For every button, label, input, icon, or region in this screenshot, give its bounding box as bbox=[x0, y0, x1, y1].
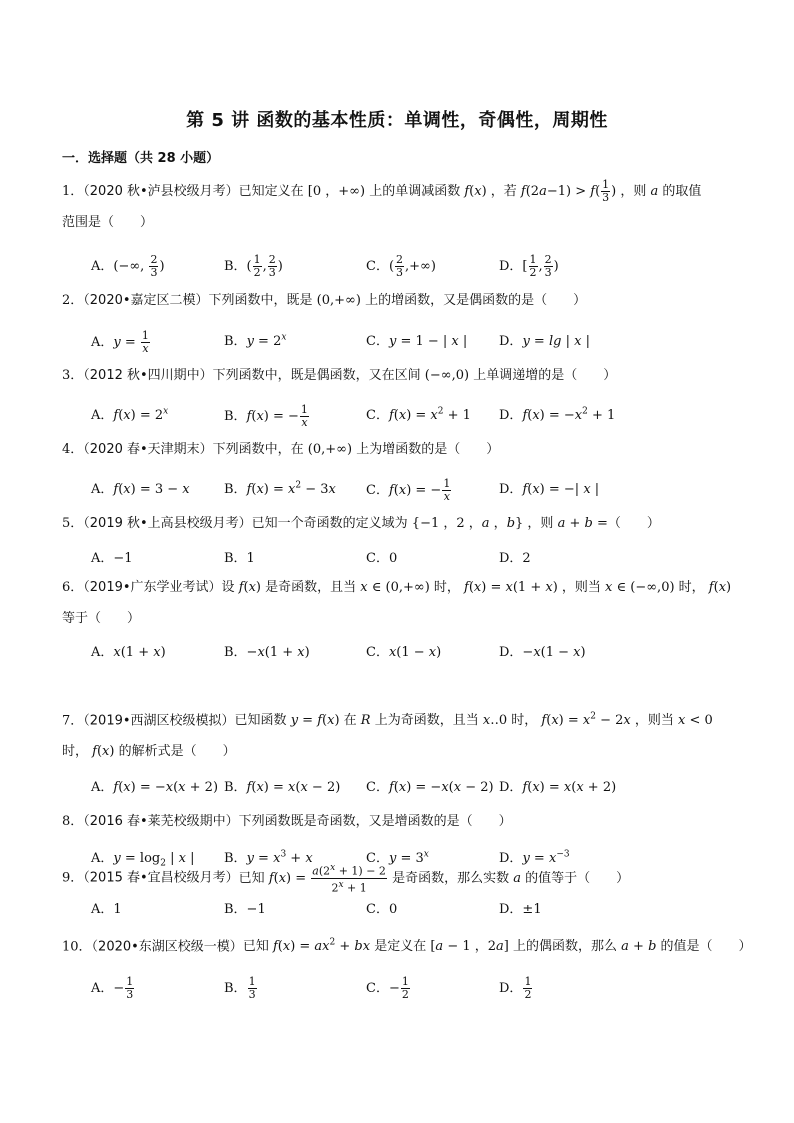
question-6 bbox=[62, 578, 732, 598]
question-source: （2020 秋•泸县校级月考） bbox=[83, 184, 239, 199]
question-source: （2020 春•天津期末） bbox=[83, 442, 213, 457]
option-a: A．$f(x) = 2^x$ bbox=[91, 406, 169, 423]
question-5 bbox=[62, 514, 732, 534]
option-b: B．$y = 2^x$ bbox=[224, 332, 287, 349]
question-text: 下列函数中，既是 (0,+∞) 上的增函数，又是偶函数的是（ ） bbox=[208, 293, 587, 308]
question-text: 已知定义在 [0 ，+∞) 上的单调减函数 f(x) ，若 f(2a−1) > f( $\frac{1}{3}$ ) ，则 a 的取值 bbox=[238, 178, 702, 204]
question-text: 下列函数中，既是偶函数，又在区间 (−∞,0) 上单调递增的是（ ） bbox=[212, 368, 617, 383]
question-number: 7． bbox=[62, 713, 84, 729]
option-a: A．y = $\frac{1}{x}$ bbox=[91, 329, 149, 355]
question-4 bbox=[62, 440, 732, 460]
question-9 bbox=[62, 862, 732, 894]
option-d: D．−x(1 − x) bbox=[499, 645, 586, 660]
question-source: （2019 秋•上高县校级月考） bbox=[83, 516, 252, 531]
question-source: （2019•西湖区校级模拟） bbox=[83, 713, 235, 729]
option-c: C．f(x) = − $\frac{1}{x}$ bbox=[366, 477, 451, 503]
option-b: B． $\frac{1}{3}$ bbox=[224, 975, 256, 1001]
option-a: A．1 bbox=[91, 902, 122, 917]
question-source: （2016 春•莱芜校级期中） bbox=[83, 814, 239, 829]
question-number: 6． bbox=[62, 580, 84, 595]
option-b: B．−1 bbox=[224, 902, 266, 917]
question-10 bbox=[62, 933, 752, 957]
option-c: C．x(1 − x) bbox=[366, 645, 442, 660]
option-a: A．$y = \log_2$ | x | bbox=[91, 851, 195, 869]
option-c: C．( $\frac{2}{3}$ ,+∞) bbox=[366, 253, 436, 279]
option-a: A．(−∞, $\frac{2}{3}$ ) bbox=[91, 253, 165, 279]
option-b: B．$y = x^3 + x$ bbox=[224, 849, 313, 866]
option-b: B．$f(x) = x^2 - 3x$ bbox=[224, 480, 336, 497]
question-text: 已知函数 y = f(x) 在 R 上为奇函数，且当 x‥0 时， $f(x) = x^2 - 2x$ ，则当 x < 0 bbox=[234, 712, 713, 729]
option-d: D．[ $\frac{1}{2}$ , $\frac{2}{3}$ ) bbox=[499, 253, 559, 279]
question-7-line-2: 时， f(x) 的解析式是（ ） bbox=[62, 744, 236, 759]
option-a: A．− $\frac{1}{3}$ bbox=[91, 975, 134, 1001]
question-number: 2． bbox=[62, 293, 84, 308]
question-number: 1． bbox=[62, 184, 84, 199]
option-a: A．f(x) = −x(x + 2) bbox=[91, 780, 219, 795]
question-text: 下列函数中，在 (0,+∞) 上为增函数的是（ ） bbox=[212, 442, 500, 457]
option-a: A．−1 bbox=[91, 551, 133, 566]
question-number: 8． bbox=[62, 814, 84, 829]
option-d: D． $\frac{1}{2}$ bbox=[499, 975, 532, 1001]
option-d: D．$y = x^{-3}$ bbox=[499, 849, 570, 866]
question-text: 已知一个奇函数的定义域为 {−1 ，2 ，a ，b} ，则 a + b =（ ） bbox=[251, 516, 660, 531]
question-number: 4． bbox=[62, 442, 84, 457]
question-number: 3． bbox=[62, 368, 84, 383]
question-number: 5． bbox=[62, 516, 84, 531]
option-b: B．f(x) = x(x − 2) bbox=[224, 780, 341, 795]
question-text: 已知 $f(x) = ax^2$ + bx 是定义在 [a − 1 ，2a] 上的偶函数，那么 a + b 的值是（ ） bbox=[242, 938, 752, 955]
question-3 bbox=[62, 366, 732, 386]
question-source: （2020•嘉定区二模） bbox=[83, 293, 209, 308]
option-d: D．f(x) = −| x | bbox=[499, 482, 600, 497]
question-7 bbox=[62, 707, 732, 731]
question-source: （2012 秋•四川期中） bbox=[83, 368, 213, 383]
option-b: B．f(x) = − $\frac{1}{x}$ bbox=[224, 403, 308, 429]
question-1 bbox=[62, 179, 732, 204]
question-text: 已知 f(x) = $\frac{a(2^x + 1) - 2}{2^x + 1}$ 是奇函数，那么实数 a 的值等于（ ） bbox=[238, 863, 630, 895]
question-8 bbox=[62, 812, 732, 832]
question-source: （2020•东湖区校级一模） bbox=[91, 939, 243, 955]
option-b: B．−x(1 + x) bbox=[224, 645, 310, 660]
option-c: C．− $\frac{1}{2}$ bbox=[366, 975, 409, 1001]
question-6-line-2: 等于（ ） bbox=[62, 611, 141, 626]
page-title: 第 5 讲 函数的基本性质：单调性，奇偶性，周期性 bbox=[186, 110, 608, 131]
option-c: C．f(x) = −x(x − 2) bbox=[366, 780, 494, 795]
question-2 bbox=[62, 291, 732, 311]
question-source: （2019•广东学业考试） bbox=[83, 580, 222, 595]
option-a: A．x(1 + x) bbox=[91, 645, 166, 660]
option-c: C．$y = 3^x$ bbox=[366, 849, 429, 866]
option-a: A．f(x) = 3 − x bbox=[91, 482, 190, 497]
option-d: D．f(x) = x(x + 2) bbox=[499, 780, 617, 795]
option-c: C．$f(x) = x^2 + 1$ bbox=[366, 406, 471, 423]
option-c: C．y = 1 − | x | bbox=[366, 334, 468, 349]
question-number: 10． bbox=[62, 939, 92, 955]
option-c: C．0 bbox=[366, 551, 398, 566]
question-text: 设 f(x) 是奇函数，且当 x ∈ (0,+∞) 时， f(x) = x(1 + x) ，则当 x ∈ (−∞,0) 时， f(x) bbox=[221, 580, 732, 595]
question-1-line-2: 范围是（ ） bbox=[62, 215, 154, 230]
option-b: B．( $\frac{1}{2}$ , $\frac{2}{3}$ ) bbox=[224, 253, 283, 279]
option-d: D．$f(x) = -x^2 + 1$ bbox=[499, 406, 616, 423]
section-heading: 一．选择题（共 28 小题） bbox=[62, 151, 220, 166]
question-source: （2015 春•宜昌校级月考） bbox=[83, 870, 239, 886]
option-d: D．y = lg | x | bbox=[499, 334, 590, 349]
option-c: C．0 bbox=[366, 902, 398, 917]
option-b: B．1 bbox=[224, 551, 255, 566]
question-text: 下列函数既是奇函数，又是增函数的是（ ） bbox=[238, 814, 512, 829]
option-d: D．±1 bbox=[499, 902, 542, 917]
question-number: 9． bbox=[62, 870, 84, 886]
option-d: D．2 bbox=[499, 551, 531, 566]
